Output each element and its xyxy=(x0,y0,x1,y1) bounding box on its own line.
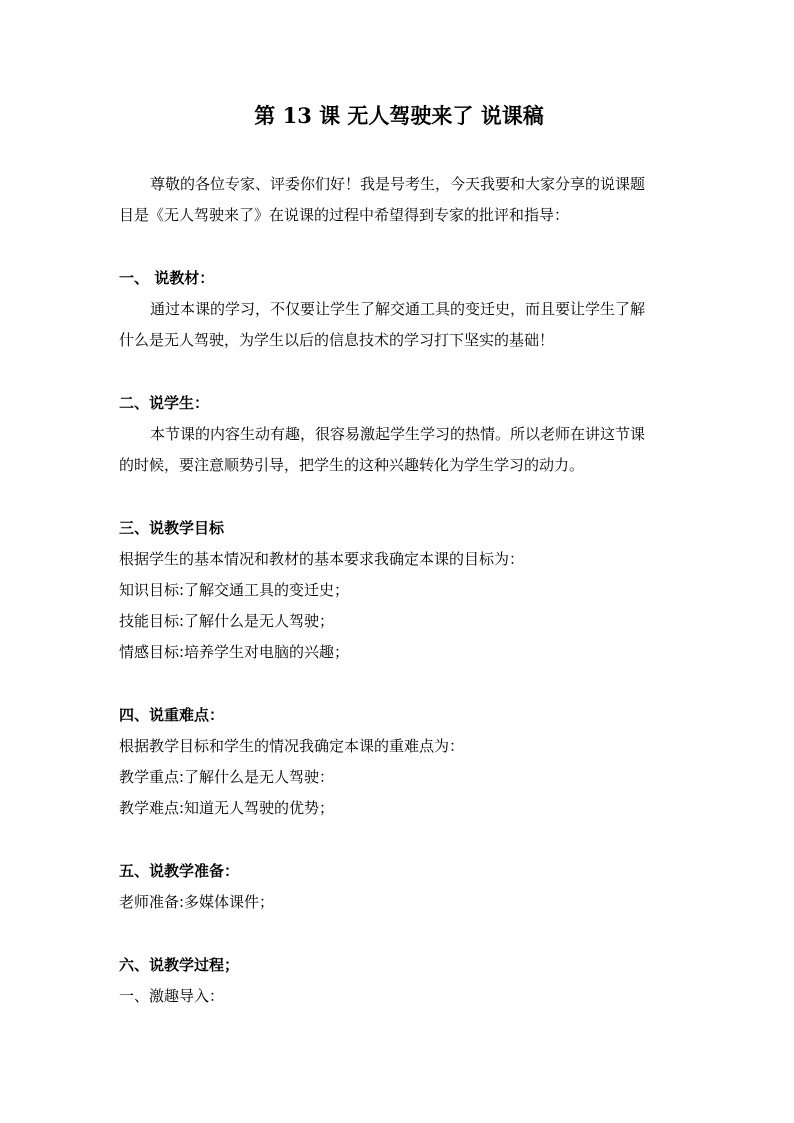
section-heading-textbook: 一、 说教材： xyxy=(119,269,215,287)
section-heading-students: 二、说学生： xyxy=(119,394,210,412)
section-textbook-line-2: 什么是无人驾驶，为学生以后的信息技术的学习打下坚实的基础！ xyxy=(119,331,555,349)
section-goals-line-2: 知识目标:了解交通工具的变迁史； xyxy=(119,581,350,599)
section-key-points-line-2: 教学重点:了解什么是无人驾驶： xyxy=(119,768,335,786)
section-students-line-2: 的时候，要注意顺势引导，把学生的这种兴趣转化为学生学习的动力。 xyxy=(119,456,585,474)
intro-line-2: 目是《无人驾驶来了》在说课的过程中希望得到专家的批评和指导： xyxy=(119,206,570,224)
document-title: 第 13 课 无人驾驶来了 说课稿 xyxy=(254,103,544,128)
section-preparation-line-1: 老师准备:多媒体课件； xyxy=(119,893,275,911)
section-heading-process: 六、说教学过程； xyxy=(119,956,240,974)
intro-line-1: 尊敬的各位专家、评委你们好！我是号考生，今天我要和大家分享的说课题 xyxy=(150,175,646,193)
section-goals-line-3: 技能目标:了解什么是无人驾驶； xyxy=(119,612,335,630)
section-students-line-1: 本节课的内容生动有趣，很容易激起学生学习的热情。所以老师在讲这节课 xyxy=(150,425,646,443)
section-key-points-line-3: 教学难点:知道无人驾驶的优势； xyxy=(119,799,335,817)
section-heading-key-points: 四、说重难点： xyxy=(119,706,225,724)
section-heading-preparation: 五、说教学准备： xyxy=(119,862,240,880)
section-goals-line-1: 根据学生的基本情况和教材的基本要求我确定本课的目标为： xyxy=(119,550,525,568)
section-goals-line-4: 情感目标:培养学生对电脑的兴趣； xyxy=(119,643,350,661)
section-textbook-line-1: 通过本课的学习，不仅要让学生了解交通工具的变迁史，而且要让学生了解 xyxy=(150,300,646,318)
section-process-line-1: 一、激趣导入： xyxy=(119,987,225,1005)
section-key-points-line-1: 根据教学目标和学生的情况我确定本课的重难点为： xyxy=(119,737,465,755)
section-heading-goals: 三、说教学目标 xyxy=(119,519,225,537)
